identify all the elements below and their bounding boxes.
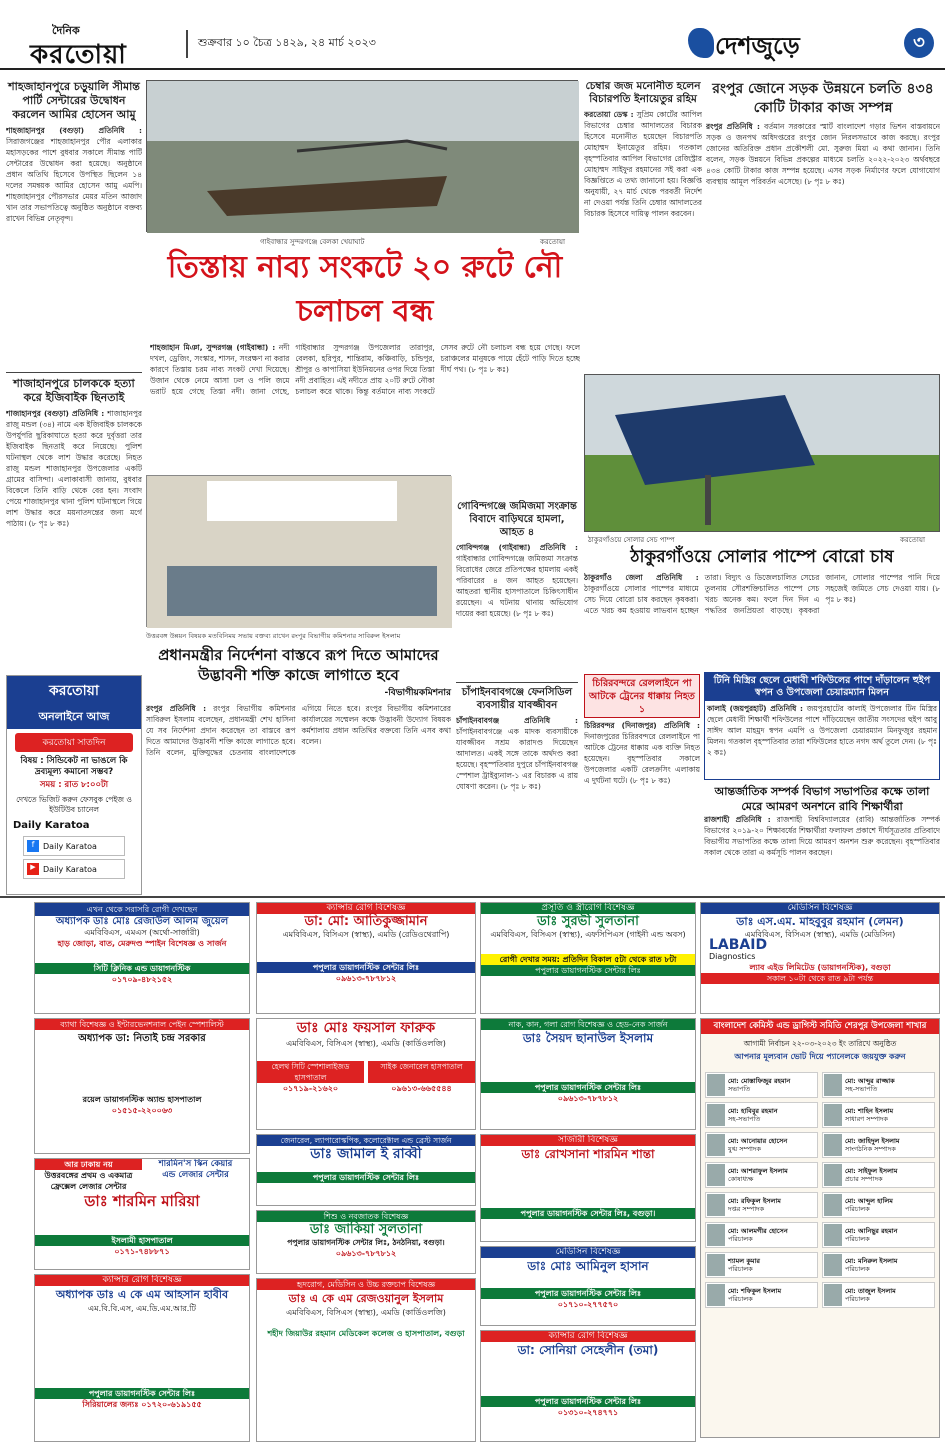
member-card xyxy=(822,1072,935,1098)
member-role: যুগ্ম সম্পাদক xyxy=(728,1145,761,1153)
member-photo xyxy=(824,1224,842,1246)
member-role: পরিচালক xyxy=(728,1235,753,1243)
ad-phone: ০১৩১০-২৭৪৭৭১ xyxy=(557,1408,619,1417)
member-photo xyxy=(824,1164,842,1186)
headline: রংপুর জোনে সড়ক উন্নয়নে চলতি ৪৩৪ কোটি টাকার কাজ সম্পন্ন xyxy=(712,81,934,116)
online-tag: করতোয়া সাতদিন xyxy=(15,733,133,752)
ad-sonia xyxy=(480,1330,696,1442)
story-shafiul xyxy=(704,672,940,780)
member-photo xyxy=(707,1104,725,1126)
ad-head: ক্যান্সার রোগ বিশেষজ্ঞ xyxy=(257,903,475,914)
ad-degree: এমবিবিএস, এমএস (অর্থো-সার্জারী) xyxy=(84,928,200,937)
member-name: মো: আনিছুর রহমান xyxy=(845,1227,898,1235)
ad-center: ইসলামী হাসপাতাল xyxy=(35,1235,249,1246)
online-brand: Daily Karatoa xyxy=(13,820,90,831)
member-name: মো: মনিরুল ইসলাম xyxy=(845,1257,898,1265)
ad-head: এখন থেকে সরাসরি রোগী দেখছেন xyxy=(35,903,249,916)
member-role: পরিচালক xyxy=(845,1295,870,1303)
ad-time: সকাল ১০টা থেকে রাত ৯টা পর্যন্ত xyxy=(701,973,939,984)
ad-time: রোগী দেখার সময়: প্রতিদিন বিকাল ৫টা থেকে রাত ৮টা xyxy=(481,954,695,965)
member-role: সাংগঠনিক সম্পাদক xyxy=(845,1145,896,1153)
solar-photo xyxy=(584,374,940,532)
ad-degree: এমবিবিএস, বিসিএস (স্বাস্থ্য), এমডি (কার্ডিওলজি) xyxy=(286,1308,446,1317)
ad-l1: আর ঢাকায় নয় xyxy=(35,1159,142,1170)
ad-jewel xyxy=(34,902,250,1014)
member-card xyxy=(705,1102,818,1128)
ad-l3: ফ্রেক্সেল লেজার সেন্টার xyxy=(50,1182,127,1191)
ad-name: অধ্যাপক ডাঃ এ কে এম আহসান হাবীব xyxy=(55,1288,229,1301)
member-name: মো: শাহিন ইসলাম xyxy=(845,1107,894,1115)
member-card xyxy=(822,1282,935,1308)
ad-phone-1: ০১৭১৯-২১৬২০ xyxy=(282,1084,339,1093)
story-commissioner xyxy=(146,645,451,885)
ad-center: পপুলার ডায়াগনস্টিক সেন্টার লিঃ xyxy=(257,1172,475,1183)
ad-degree: এমবিবিএস, বিসিএস (স্বাস্থ্য), এমডি (রেডিওথেরাপি) xyxy=(282,930,450,939)
ad-faisal xyxy=(256,1018,476,1130)
headline: প্রধানমন্ত্রীর নির্দেশনা বাস্তবে রূপ দিতে আমাদের উদ্ভাবনী শক্তি কাজে লাগাতে হবে xyxy=(158,646,439,684)
byline: গোবিন্দগঞ্জ (গাইবান্ধা) প্রতিনিধি : xyxy=(456,543,578,552)
ad-head: ব্যাথা বিশেষজ্ঞ ও ইন্টারভেনশনাল পেইন স্পেশালিস্ট xyxy=(35,1019,249,1030)
member-name: মো: আব্দুর রাজ্জাক xyxy=(845,1077,895,1085)
ad-phone: ০১৭১-৭৪৮৮৭১ xyxy=(114,1247,170,1256)
labaid-logo: LABAID xyxy=(709,937,768,953)
story-rangpur-road xyxy=(706,80,940,370)
ad-zakia xyxy=(256,1210,476,1274)
ad-phone: ০১৭১০-২৭৭৫৭০ xyxy=(557,1300,619,1309)
ad-title: হাড় জোড়া, বাত, মেরুদণ্ড স্পাইন বিশেষজ্ঞ ও সার্জন xyxy=(57,939,227,948)
photo1-caption: গাইবান্ধার সুন্দরগঞ্জে বেলকা খেয়াঘাট xyxy=(260,238,365,246)
ad-center: পপুলার ডায়াগনস্টিক সেন্টার লিঃ xyxy=(481,1082,695,1093)
ad-head: ক্যান্সার রোগ বিশেষজ্ঞ xyxy=(481,1331,695,1342)
paper-logo: করতোয়া xyxy=(30,40,127,70)
ad-center: পপুলার ডায়াগনস্টিক সেন্টার লিঃ, ঠনঠনিয়া, বগুড়া। xyxy=(287,1238,445,1247)
online-note: দেখতে ভিজিট করুন ফেসবুক পেইজ ও ইউটিউব চ্যানেল xyxy=(16,795,132,814)
member-name: মো: শফিকুল ইসলাম xyxy=(728,1287,782,1295)
ad-center: পপুলার ডায়াগনস্টিক সেন্টার লিঃ xyxy=(481,1396,695,1407)
byline: রংপুর প্রতিনিধি : xyxy=(146,704,207,713)
photo2-credit: করতোয়া xyxy=(900,536,925,544)
photo2-caption: ঠাকুরগাঁওয়ে সোলার সেচ পাম্প xyxy=(588,536,675,544)
member-name: মো: আলমগীর হোসেন xyxy=(728,1227,788,1235)
ad-head: হৃদরোগ, মেডিসিন ও উচ্চ রক্তচাপ বিশেষজ্ঞ xyxy=(257,1279,475,1290)
body: নদী দখল, ড্রেজিং, সংস্কার, শাসন, সংরক্ষণ না করার কারণে তিস্তায় চরম নাব্য সংকট দেখা দিয়েছে। উজান থেকে নেমে আসা ঢল ও পলি জমে ভরাট হয়ে গেছে তিস্তা নদী। জানা গেছে, গাইবান্ধার সুন্দরগঞ্জ উপজেলার তারাপুর, বেলকা, হরিপুর, শান্তিরাম, কঞ্চিবাড়ি, চন্ডিপুর, শ্রীপুর ও কাপাসিয়া ইউনিয়নের ওপর দিয়ে তিস্তা নদী প্রবাহিত। এই নদীতে প্রায় ২০টি রুটে নৌকা চলাচল করে থাকে। কিন্তু বর্তমানে নাব্য সংকটে সেসব রুটে নৌ চলাচল বন্ধ হয়ে গেছে। ফলে চরাঞ্চলের মানুষকে পায়ে হেঁটে পাড়ি দিতে হচ্ছে দীর্ঘ পথ। (৮ পৃঃ ৮ কঃ) xyxy=(150,343,580,396)
member-card xyxy=(822,1102,935,1128)
ad-head: মেডিসিন বিশেষজ্ঞ xyxy=(701,903,939,914)
ad-head: জেনারেল, ল্যাপারোস্কপিক, কলোরেক্টাল এন্ড ব্রেস্ট সার্জন xyxy=(257,1135,475,1146)
meeting-photo xyxy=(146,475,451,627)
member-photo xyxy=(824,1284,842,1306)
ad-center: ল্যাব এইড লিমিটেড (ডায়াগনস্টিক), বগুড়া xyxy=(749,963,891,972)
story-gobindaganj xyxy=(456,500,578,680)
ad-chemist-panel xyxy=(700,1018,940,1438)
lead-story xyxy=(150,342,580,470)
youtube-icon: ▶ xyxy=(27,863,39,875)
body: সিরাজগঞ্জের শাহজাহানপুর পৌর এলাকার মহাসড়কের পাশে বুধবার সকালে সীমান্ত পার্টি সেন্টারের উদ্বোধন করা হয়েছে। অনুষ্ঠানে প্রধান অতিথি হিসেবে উপস্থিত ছিলেন ১৪ দলের সমন্বয়ক আমির হোসেন আমু এমপি। শাহজাহানপুর পৌরসভার মেয়র মতিন আজাদ খান তার সভাপতিত্বে অনুষ্ঠিত অনুষ্ঠানে বক্তব্য রাখেন বিভিন্ন নেতৃবৃন্দ। xyxy=(6,137,142,223)
member-name: মো: জাহিদুল ইসলাম xyxy=(845,1137,900,1145)
ad-head: প্রসূতি ও স্ত্রীরোগ বিশেষজ্ঞ xyxy=(481,903,695,914)
member-name: মো: আব্দুল হালিম xyxy=(845,1197,893,1205)
member-role: সহ-সভাপতি xyxy=(845,1085,878,1093)
member-card xyxy=(705,1282,818,1308)
ad-name: ডাঃ জাকিয়া সুলতানা xyxy=(309,1222,423,1237)
ad-phone: ০৯৬১৩-৭৮৭৮১২ xyxy=(557,1094,619,1103)
ad-r2: এন্ড লেজার সেন্টার xyxy=(162,1170,229,1180)
facebook-link[interactable]: f Daily Karatoa xyxy=(23,836,125,856)
ad-center: শহীদ জিয়াউর রহমান মেডিকেল কলেজ ও হাসপাতাল, বগুড়া xyxy=(267,1329,465,1338)
masthead xyxy=(0,0,945,70)
member-role: কোষাধ্যক্ষ xyxy=(728,1175,754,1183)
member-role: পরিচালক xyxy=(845,1265,870,1273)
member-name: মো: তাজুল ইসলাম xyxy=(845,1287,896,1295)
boat-photo xyxy=(146,80,578,232)
headline: আন্তর্জাতিক সম্পর্ক বিভাগ সভাপতির কক্ষে তালা মেরে আমরণ অনশনে রাবি শিক্ষার্থীরা xyxy=(714,785,930,813)
ad-center: পপুলার ডায়াগনস্টিক সেন্টার লিঃ xyxy=(481,1288,695,1299)
ad-atiqu xyxy=(256,902,476,1014)
dateline: শুক্রবার ১০ চৈত্র ১৪২৯, ২৪ মার্চ ২০২৩ xyxy=(198,36,376,49)
member-role: প্রচার সম্পাদক xyxy=(845,1175,883,1183)
member-card xyxy=(705,1222,818,1248)
ads-divider xyxy=(0,896,945,898)
facebook-icon: f xyxy=(27,840,39,852)
member-name: মো: আনোয়ার হোসেন xyxy=(728,1137,788,1145)
member-photo xyxy=(824,1104,842,1126)
ad-center-1: হেলথ সিটি স্পেশালাইজড হাসপাতাল xyxy=(257,1061,364,1083)
story-phensedyl xyxy=(456,682,578,892)
ad-phone: ০৯৬১৩-৭৮৭৮১২ xyxy=(335,1249,397,1258)
member-card xyxy=(822,1192,935,1218)
member-photo xyxy=(707,1254,725,1276)
ad-name: ডাঃ এস.এম. মাহবুবুর রহমান (লেমন) xyxy=(736,915,904,928)
member-name: মো: রফিকুল ইসলাম xyxy=(728,1197,781,1205)
ad-aminul xyxy=(480,1246,696,1326)
ad-phone: ০৯৬১৩-৭৮৭৮১২ xyxy=(335,974,397,983)
ad-head: নাক, কান, গলা রোগ বিশেষজ্ঞ ও হেড-নেক সার্জন xyxy=(481,1019,695,1030)
body: দিনাজপুরের চিরিরবন্দরে রেললাইনে পা আটকে ট্রেনের ধাক্কায় এক ব্যক্তি নিহত হয়েছেন। বৃহস্পতিবার সকালে উপজেলার একটি রেলক্রসিং এলাকায় এ দুর্ঘটনা ঘটে। (৮ পৃঃ ৮ কঃ) xyxy=(584,732,700,785)
body: শাজাহানপুর রাজু মন্ডল (৩৪) নামে এক ইজিবাইক চালককে উপর্যুপরি ছুরিকাঘাতে হত্যা করে দুর্বৃত্তরা তার ইজিবাইক ছিনতাই করে নিয়েছে। পুলিশ ঘটনাস্থল থেকে লাশ উদ্ধার করেছে। নিহত রাজু মন্ডল শাজাহানপুর উপজেলার একটি গ্রামের বাসিন্দা। এলাকাবাসী জানায়, বুধবার বিকেলে তিনি বাড়ি থেকে বের হন। সংবাদ পেয়ে শাজাহানপুর থানা পুলিশ ঘটনাস্থলে গিয়ে লাশ উদ্ধার করে ময়নাতদন্তের জন্য মর্গে পাঠায়। (৮ পৃঃ ৮ কঃ) xyxy=(6,409,142,528)
ad-name: ডা: মো: আতিকুজ্জামান xyxy=(304,914,428,929)
byline: শাজাহানপুর (বগুড়া) প্রতিনিধি : xyxy=(6,409,105,418)
byline: রাজশাহী প্রতিনিধি : xyxy=(704,815,771,824)
member-role: সভাপতি xyxy=(728,1085,751,1093)
story-solar xyxy=(584,572,940,670)
member-photo xyxy=(824,1134,842,1156)
ad-slogan: আপনার মূল্যবান ভোট দিয়ে প্যানেলকে জয়যুক্ত করুন xyxy=(734,1052,906,1061)
member-photo xyxy=(707,1074,725,1096)
story-chamber-judge xyxy=(584,80,702,370)
ad-sub: আগামী নির্বাচন ২২-০৩-২০২৩ ইং তারিখে অনুষ্ঠিত xyxy=(743,1039,897,1048)
ad-head: মেডিসিন বিশেষজ্ঞ xyxy=(481,1247,695,1258)
labaid-sub: Diagnostics xyxy=(709,952,756,961)
ad-name: ডাঃ সুরভী সুলতানা xyxy=(537,914,639,929)
ad-name: ডাঃ রোখসানা শারমিন শান্তা xyxy=(521,1147,655,1161)
section-title: দেশজুড়ে xyxy=(715,32,800,60)
ad-center: রয়েল ডায়াগনস্টিক অ্যান্ড হাসপাতাল xyxy=(82,1095,202,1104)
ad-lemon xyxy=(700,902,940,1014)
ad-name: অধ্যাপক ডাঃ মোঃ রেজাউল আলম জুয়েল xyxy=(55,916,229,927)
member-role: পরিচালক xyxy=(845,1205,870,1213)
body: বর্তমান সরকারের স্মার্ট বাংলাদেশ গড়ার ভিশন বাস্তবায়নে সড়ক ও জনপথ অধিদপ্তরের রংপুর জোন নিরলসভাবে কাজ করছে। রংপুর জোনের অতিরিক্ত প্রধান প্রকৌশলী মো. সুরুজ মিয়া এ কথা জানান। তিনি বলেন, সড়ক উন্নয়নে বিভিন্ন প্রকল্পের মাধ্যমে চলতি ২০২২-২০২৩ অর্থবছরে ৪৩৪ কোটি টাকার কাজ সম্পন্ন হয়েছে। এসব সড়ক নির্মাণের ফলে যোগাযোগ ব্যবস্থায় আমূল পরিবর্তন এসেছে। (৮ পৃঃ ৮ কঃ) xyxy=(706,122,940,186)
ad-nitai xyxy=(34,1018,250,1154)
ad-center: পপুলার ডায়াগনস্টিক সেন্টার লিঃ xyxy=(257,962,475,973)
member-photo xyxy=(707,1164,725,1186)
ad-degree: এমবিবিএস, বিসিএস (স্বাস্থ্য), এমডি (কার্ডিওলজি) xyxy=(286,1039,446,1048)
paper-small-title: দৈনিক xyxy=(52,24,80,37)
bangladesh-map-icon xyxy=(688,28,714,58)
body: রাজশাহী বিশ্ববিদ্যালয়ের (রাবি) আন্তর্জাতিক সম্পর্ক বিভাগের ২০১৯-২০ শিক্ষাবর্ষের শিক্ষার্থীরা ফলাফল প্রকাশে দীর্ঘসূত্রতার প্রতিবাদে বিভাগীয় সভাপতির কক্ষে তালা দিয়ে আমরণ অনশন শুরু করেছেন। বৃহস্পতিবার সকাল থেকে তারা এ কর্মসূচি পালন করছেন। xyxy=(704,815,940,857)
member-name: মো: হাবিবুর রহমান xyxy=(728,1107,778,1115)
online-logo: করতোয়া xyxy=(7,676,141,706)
ad-l2: উত্তরবঙ্গের প্রথম ও একমাত্র xyxy=(44,1171,133,1180)
solar-illustration xyxy=(585,375,940,532)
byline: রংপুর প্রতিনিধি : xyxy=(706,122,760,131)
body: জয়পুরহাটের কালাই উপজেলার টিন মিস্ত্রির ছেলে মেধাবী শিক্ষার্থী শফিউলের পাশে দাঁড়িয়েছেন জাতীয় সংসদের হুইপ আবু সাঈদ আল মাহমুদ স্বপন এমপি ও উপজেলা চেয়ারম্যান মিনফুজুর রহমান মিলন। গতকাল বৃহস্পতিবার তারা শফিউলের হাতে নগদ অর্থ তুলে দেন। (৮ পৃঃ ২ কঃ) xyxy=(707,704,937,757)
ad-head: ক্যান্সার রোগ বিশেষজ্ঞ xyxy=(35,1275,249,1286)
member-role: সহ-সভাপতি xyxy=(728,1115,761,1123)
ad-habib xyxy=(34,1274,250,1442)
ad-surovi xyxy=(480,902,696,1014)
ad-phone: ০১৫১৫-২২০০৬৩ xyxy=(111,1106,173,1115)
story-rabi xyxy=(704,784,940,888)
byline: চিরিরবন্দর (দিনাজপুর) প্রতিনিধি : xyxy=(584,721,700,730)
byline: ঠাকুরগাঁও জেলা প্রতিনিধি : xyxy=(584,573,699,582)
story-ezbike xyxy=(6,372,142,672)
body: সুপ্রিম কোর্টের আপিল বিভাগের চেম্বার আদালতের বিচারক হিসেবে মনোনীত হয়েছেন বিচারপতি মোহাম্মদ ইনায়েতুর রহিম। গতকাল বৃহস্পতিবার আপিল বিভাগের রেজিস্ট্রার মোহাম্মদ সাইফুর রহমানের সই করা এক বিজ্ঞপ্তিতে এ তথ্য জানানো হয়। বিজ্ঞপ্তি অনুযায়ী, ২৭ মার্চ থেকে পরবর্তী নির্দেশ না দেওয়া পর্যন্ত তিনি চেম্বার আদালতের বিচারক হিসেবে দায়িত্ব পালন করবেন। xyxy=(584,110,702,218)
member-card xyxy=(822,1162,935,1188)
ad-rezwanul xyxy=(256,1278,476,1442)
boat-illustration xyxy=(147,81,579,233)
member-card xyxy=(705,1252,818,1278)
member-card xyxy=(822,1132,935,1158)
ad-head: শিশু ও নবজাতক বিশেষজ্ঞ xyxy=(257,1211,475,1222)
member-grid xyxy=(701,1068,939,1312)
member-name: মো: আশরাফুল ইসলাম xyxy=(728,1167,788,1175)
ad-name: ডাঃ সৈয়দ ছানাউল ইসলাম xyxy=(522,1031,654,1045)
headline: গোবিন্দগঞ্জে জমিজমা সংক্রান্ত বিবাদে বাড়িঘরে হামলা, আহত ৪ xyxy=(457,501,577,538)
headline: টিনি মিস্ত্রির ছেলে মেধাবী শফিউলের পাশে দাঁড়ালেন হুইপ স্বপন ও উপজেলা চেয়ারম্যান মিলন xyxy=(705,673,939,701)
online-subtitle: অনলাইনে আজ xyxy=(7,706,141,729)
byline: করতোয়া ডেস্ক : xyxy=(584,110,634,119)
divider xyxy=(186,30,188,58)
ad-name: ডাঃ মোঃ ফয়সাল ফারুক xyxy=(296,1020,436,1036)
ad-center-2: সাইক জেনারেল হাসপাতাল xyxy=(368,1061,475,1083)
byline: চাঁপাইনবাবগঞ্জ প্রতিনিধি : xyxy=(456,716,578,725)
online-topic: বিষয় : সিন্ডিকেট না ভাঙলে কি দ্রব্যমূল্য কমানো সম্ভব? xyxy=(20,756,128,777)
member-name: মো: মোস্তাফিজুর রহমান xyxy=(728,1077,791,1085)
member-photo xyxy=(707,1194,725,1216)
youtube-link[interactable]: ▶ Daily Karatoa xyxy=(23,859,125,879)
ad-name: ডাঃ জামাল ই রাব্বী xyxy=(310,1146,422,1162)
ad-center: পপুলার ডায়াগনস্টিক সেন্টার লিঃ, বগুড়া। xyxy=(481,1208,695,1219)
ad-name: ডাঃ এ কে এম রেজওয়ানুল ইসলাম xyxy=(288,1292,444,1305)
ad-name: ডাঃ শারমিন মারিয়া xyxy=(84,1192,200,1210)
page-number: ৩ xyxy=(904,28,934,58)
member-name: মো: সাইফুল ইসলাম xyxy=(845,1167,898,1175)
ad-phone-2: ০৯৬১৩-৬৬৫৫৪৪ xyxy=(391,1084,452,1093)
member-photo xyxy=(824,1074,842,1096)
ad-degree: এম.বি.বি.এস, এম.ডি.এম.আর.টি xyxy=(88,1304,196,1313)
byline: কালাই (জয়পুরহাট) প্রতিনিধি : xyxy=(707,704,804,713)
member-role: পরিচালক xyxy=(845,1235,870,1243)
ad-phone: সিরিয়ালের জন্যঃ ০১৭২০-৬১৯১৫৫ xyxy=(82,1400,202,1409)
ad-r1: শারমিন'স স্কিন কেয়ার xyxy=(158,1159,233,1169)
ad-degree: এমবিবিএস, বিসিএস (স্বাস্থ্য), এফসিপিএস (গাইনী এন্ড অবস) xyxy=(490,930,686,939)
headline-sub: -বিভাগীয়কমিশনার xyxy=(384,688,451,698)
member-role: সাধারণ সম্পাদক xyxy=(845,1115,888,1123)
ad-name: অধ্যাপক ডা: নিতাই চন্দ্র সরকার xyxy=(78,1033,206,1044)
meeting-illustration xyxy=(147,476,452,628)
ad-degree: এমবিবিএস, বিসিএস (স্বাস্থ্য), এমডি (মেডিসিন) xyxy=(744,930,896,939)
byline: শাহজাহান মিঞা, সুন্দরগঞ্জ (গাইবান্ধা) : xyxy=(150,343,276,352)
member-role: দপ্তর সম্পাদক xyxy=(728,1205,765,1213)
ad-name: ডাঃ মোঃ আমিনুল হাসান xyxy=(527,1259,649,1273)
ad-center: পপুলার ডায়াগনস্টিক সেন্টার লিঃ xyxy=(481,965,695,976)
member-photo xyxy=(707,1134,725,1156)
solar-headline: ঠাকুরগাঁওয়ে সোলার পাম্পে বোরো চাষ xyxy=(630,547,894,567)
photo3-caption: উত্তরবঙ্গ উন্নয়ন বিষয়ক মতবিনিময় সভায় বক্তব্য রাখেন রংপুর বিভাগীয় কমিশনার সাবিরুল ইসলাম xyxy=(146,632,401,640)
ad-center: সিটি ক্লিনিক এন্ড ডায়াগনস্টিক xyxy=(35,963,249,974)
body: গাইবান্ধার গোবিন্দগঞ্জে জমিজমা সংক্রান্ত বিরোধের জেরে প্রতিপক্ষের হামলায় একই পরিবারের ৪ জন আহত হয়েছেন। আহতরা স্থানীয় হাসপাতালে চিকিৎসাধীন রয়েছেন। এ ঘটনায় থানায় অভিযোগ দায়ের করা হয়েছে। (৮ পৃঃ ৮ কঃ) xyxy=(456,554,578,618)
body: ঠাকুরগাঁওয়ে সোলার পাম্পের মাধ্যমে সেচ দিয়ে বোরো চাষ করছেন কৃষকরা। এতে খরচ কম হওয়ায় লাভবান হচ্ছেন তারা। বিদ্যুৎ ও ডিজেলচালিত সেচের তুলনায় সৌরশক্তিচালিত পাম্পে সেচ খরচ অনেক কম। ফলে দিন দিন এ পদ্ধতির জনপ্রিয়তা বাড়ছে। কৃষকরা জানান, সোলার পাম্পের পানি দিয়ে সহজেই জমিতে সেচ দেওয়া যায়। (৮ পৃঃ ৮ কঃ) xyxy=(584,573,940,615)
headline: চেম্বার জজ মনোনীত হলেন বিচারপতি ইনায়েতুর রহিম xyxy=(585,80,701,105)
story-chirirbandar xyxy=(584,720,700,890)
member-card xyxy=(705,1162,818,1188)
member-role: পরিচালক xyxy=(728,1265,753,1273)
online-time: সময় : রাত ৮:০০টা xyxy=(39,780,109,790)
lead-headline: তিস্তায় নাব্য সংকটে ২০ রুটে নৌ চলাচল বন্ধ xyxy=(167,250,563,329)
ad-center: পপুলার ডায়াগনস্টিক সেন্টার লিঃ xyxy=(35,1388,249,1399)
ad-phone: ০১৭০৯-৪৮২১৫২ xyxy=(111,975,173,984)
member-card xyxy=(822,1222,935,1248)
ad-sharmin xyxy=(34,1158,250,1270)
body: রংপুর বিভাগীয় কমিশনার সাবিরুল ইসলাম বলেছেন, প্রধানমন্ত্রী শেখ হাসিনা যে সব নির্দেশনা প্রদান করেছেন তা বাস্তবে রূপ দিতে আমাদের উদ্ভাবনী শক্তি কাজে লাগাতে হবে। তিনি বলেন, মুক্তিযুদ্ধের চেতনায় বাংলাদেশকে এগিয়ে নিতে হবে। রংপুর বিভাগীয় কমিশনারের কার্যালয়ের সম্মেলন কক্ষে উদ্ভাবনী উদ্যোগ বিষয়ক কর্মশালায় প্রধান অতিথির বক্তব্যে তিনি এসব কথা বলেন। xyxy=(146,704,451,757)
member-name: শ্যামল কুমার xyxy=(728,1257,760,1265)
headline: শাজাহানপুরে চালককে হত্যা করে ইজিবাইক ছিনতাই xyxy=(13,377,135,404)
byline: শাহজাহানপুর (বগুড়া) প্রতিনিধি : xyxy=(6,126,142,135)
headline: চাঁপাইনবাবগঞ্জে ফেনসিডিল ব্যবসায়ীর যাবজ্জীবন xyxy=(461,687,573,711)
member-photo xyxy=(824,1194,842,1216)
ad-head: সার্জারী বিশেষজ্ঞ xyxy=(481,1135,695,1146)
story9-headline: চিরিরবন্দরে রেললাইনে পা আটকে ট্রেনের ধাক্কায় নিহত ১ xyxy=(584,674,700,718)
member-card xyxy=(705,1072,818,1098)
member-card xyxy=(705,1192,818,1218)
ad-head: বাংলাদেশ কেমিস্ট এন্ড ড্রাগিস্ট সমিতি শেরপুর উপজেলা শাখার xyxy=(701,1019,939,1034)
member-photo xyxy=(824,1254,842,1276)
member-role: পরিচালক xyxy=(728,1295,753,1303)
ad-rabbi xyxy=(256,1134,476,1206)
member-photo xyxy=(707,1284,725,1306)
headline: শাহজাহানপুরে চড়ুয়ালি সীমান্ত পার্টি সেন্টারের উদ্বোধন করলেন আমির হোসেন আমু xyxy=(8,80,140,121)
story-amu xyxy=(6,80,142,370)
photo1-credit: করতোয়া xyxy=(540,238,565,246)
ad-name: ডা: সোনিয়া সেহেলীন (তমা) xyxy=(517,1343,659,1357)
member-card xyxy=(822,1252,935,1278)
member-card xyxy=(705,1132,818,1158)
body: চাঁপাইনবাবগঞ্জে এক মাদক ব্যবসায়ীকে যাবজ্জীবন সশ্রম কারাদণ্ড দিয়েছেন আদালত। একই সঙ্গে তাকে অর্থদণ্ড করা হয়েছে। বৃহস্পতিবার দুপুরে চাঁপাইনবাবগঞ্জ স্পেশাল ট্রাইব্যুনাল-১ এর বিচারক এ রায় ঘোষণা করেন। (৮ পৃঃ ৮ কঃ) xyxy=(456,727,578,791)
ad-rokhsana xyxy=(480,1134,696,1242)
online-box xyxy=(6,675,142,895)
ad-sanaul xyxy=(480,1018,696,1130)
member-photo xyxy=(707,1224,725,1246)
